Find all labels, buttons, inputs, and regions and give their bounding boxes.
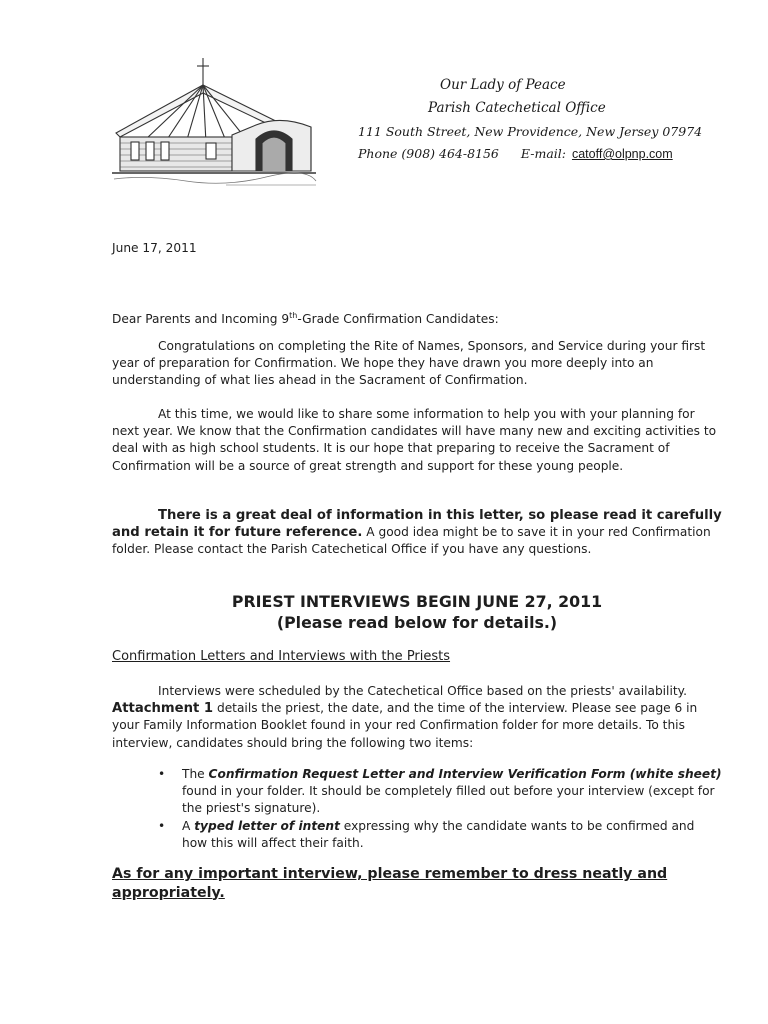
bullet1-emphasis: Confirmation Request Letter and Interview Verification Form (white sheet) xyxy=(208,767,722,781)
list-item xyxy=(112,818,722,852)
office-name: Parish Catechetical Office xyxy=(428,100,606,116)
church-logo-image xyxy=(106,55,321,192)
section-heading: Confirmation Letters and Interviews with the Priests xyxy=(112,649,451,664)
paragraph-important-info xyxy=(112,507,722,559)
parish-address: 111 South Street, New Providence, New Jersey 07974 xyxy=(358,124,703,139)
interviews-text-b: details the priest, the date, and the time of the interview. Please see page 6 in your Family Information Booklet found in your red Confirmation folder for more details. To this interview, candidates should bring the following two items: xyxy=(112,701,698,750)
headline-priest-interviews: PRIEST INTERVIEWS BEGIN JUNE 27, 2011 xyxy=(231,592,603,611)
bullet: • xyxy=(158,767,166,781)
interviews-text-a: Interviews were scheduled by the Catechetical Office based on the priests' availability. xyxy=(158,684,687,698)
email-link[interactable]: catoff@olpnp.com xyxy=(571,147,673,161)
contact-line xyxy=(358,146,673,161)
bullet2-text-a: A xyxy=(182,818,195,833)
parish-name: Our Lady of Peace xyxy=(440,77,566,93)
salutation-ordinal: th xyxy=(289,311,298,320)
salutation-text: Dear Parents and Incoming 9 xyxy=(112,312,290,327)
important-info-bold: There is a great deal of information in this letter, so please read it carefully and retain it for future reference. xyxy=(112,508,722,541)
letter-date: June 17, 2011 xyxy=(112,241,197,255)
list-item xyxy=(112,766,722,818)
salutation-text-end: -Grade Confirmation Candidates: xyxy=(297,312,499,327)
bring-items-list xyxy=(112,766,722,852)
paragraph-planning: At this time, we would like to share some information to help you with your planning for next year. We know that the Confirmation candidates will have many new and exciting activities to deal with as high school students. It is our hope that preparing to receive the Sacrament of Confirmation will be a source of great strength and support for these young people. xyxy=(112,407,717,473)
paragraph-interviews xyxy=(112,683,722,752)
salutation xyxy=(112,307,722,328)
paragraph-congratulations: Congratulations on completing the Rite of Names, Sponsors, and Service during your first year of preparation for Confirmation. We hope they have drawn you more deeply into an understanding of what lies ahead in the Sacrament of Confirmation. xyxy=(112,339,706,388)
bullet: • xyxy=(158,818,166,833)
attachment-1-bold: Attachment 1 xyxy=(112,701,214,717)
important-info-rest: A good idea might be to save it in your red Confirmation folder. Please contact the Parish Catechetical Office if you have any questions. xyxy=(112,525,711,557)
bullet2-emphasis: typed letter of intent xyxy=(194,818,340,833)
bullet2-text-b: expressing why the candidate wants to be confirmed and how this will affect their faith. xyxy=(182,818,695,850)
phone-number: Phone (908) 464-8156 xyxy=(358,146,499,161)
closing-reminder: As for any important interview, please remember to dress neatly and appropriately. xyxy=(112,866,668,901)
email-label: E-mail: xyxy=(520,146,566,161)
bullet1-text-b: found in your folder. It should be completely filled out before your interview (except for the priest's signature). xyxy=(182,784,715,816)
bullet1-text-a: The xyxy=(182,767,209,781)
headline-read-below: (Please read below for details.) xyxy=(276,613,558,632)
